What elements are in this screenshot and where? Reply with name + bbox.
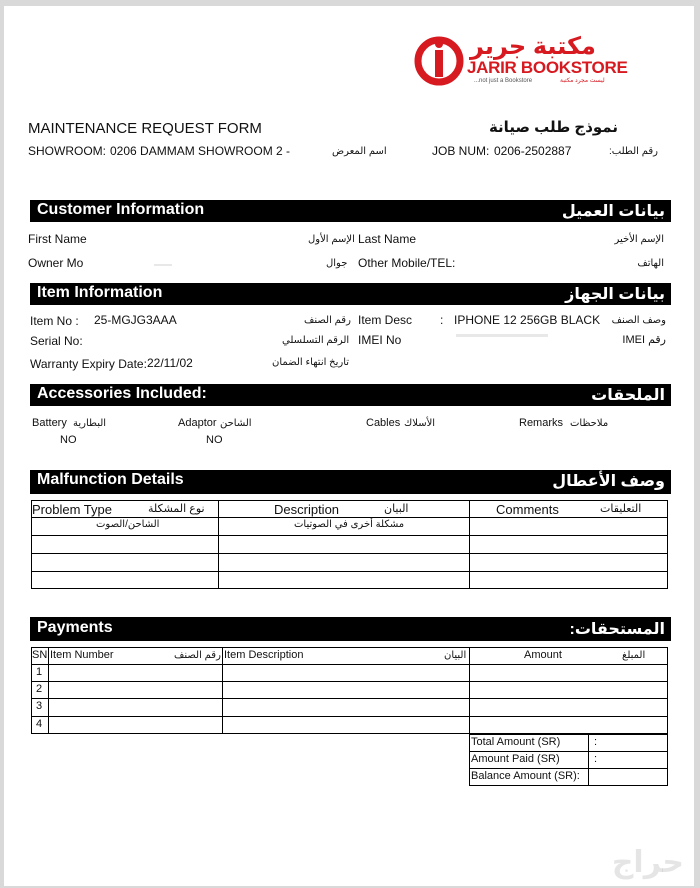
col-amount: Amount <box>524 649 562 661</box>
brand-tagline-en: ...not just a Bookstore <box>474 78 533 84</box>
item-desc-label: Item Desc <box>358 313 413 327</box>
owner-mobile-label-ar: جوال <box>326 258 348 269</box>
cables-label-ar: الأسلاك <box>404 418 436 429</box>
malfunction-row-line <box>31 571 668 572</box>
customer-info-header <box>30 200 671 222</box>
jarir-logo-mark <box>414 36 464 86</box>
totals-row-line <box>469 768 668 769</box>
adaptor-value: NO <box>206 434 223 446</box>
first-name-label: First Name <box>28 232 87 246</box>
payments-title: Payments <box>37 619 113 636</box>
showroom-value: 0206 DAMMAM SHOWROOM 2 - <box>110 144 291 158</box>
customer-info-title: Customer Information <box>37 201 205 218</box>
malfunction-col-line <box>218 500 219 589</box>
last-name-label: Last Name <box>358 232 417 246</box>
accessories-title-ar: الملحقات <box>591 387 665 404</box>
malfunction-title: Malfunction Details <box>37 471 184 488</box>
showroom-label: SHOWROOM: <box>28 144 106 158</box>
col-item-description: Item Description <box>224 649 304 661</box>
col-item-number: Item Number <box>50 649 114 661</box>
col-comments: Comments <box>496 502 559 517</box>
customer-info-title-ar: بيانات العميل <box>561 203 665 220</box>
item-desc-colon: : <box>440 313 444 327</box>
adaptor-label-ar: الشاحن <box>220 418 252 429</box>
payments-col-line <box>48 647 49 734</box>
col-problem-type: Problem Type <box>32 502 112 517</box>
totals-col-line <box>588 734 589 786</box>
serial-no-label-ar: الرقم التسلسلي <box>282 335 350 346</box>
payments-col-line <box>222 647 223 734</box>
item-no-label: Item No : <box>30 314 79 328</box>
other-mobile-label: Other Mobile/TEL: <box>358 256 456 270</box>
brand-name-en: JARIR BOOKSTORE <box>467 58 628 77</box>
maintenance-form-sheet <box>4 6 694 886</box>
item-desc-label-ar: وصف الصنف <box>611 315 666 326</box>
adaptor-label: Adaptor <box>178 417 217 429</box>
first-name-label-ar: الإسم الأول <box>308 234 355 245</box>
remarks-label-ar: ملاحظات <box>570 418 609 429</box>
item-no-label-ar: رقم الصنف <box>304 315 351 326</box>
imei-label-ar: رقم IMEI <box>622 334 666 346</box>
balance-amount-label: Balance Amount (SR): <box>471 770 580 782</box>
totals-row-line <box>469 751 668 752</box>
brand-name-ar: مكتبة جرير <box>470 33 596 60</box>
job-num-label-ar: رقم الطلب: <box>609 146 658 157</box>
payments-header <box>30 617 671 641</box>
job-num-label: JOB NUM: <box>432 144 490 158</box>
brand-tagline-ar: ليست مجرد مكتبة <box>560 78 605 84</box>
item-no-value: 25-MGJG3AAA <box>94 313 177 327</box>
malfunction-header <box>30 470 671 494</box>
cables-label: Cables <box>366 417 401 429</box>
showroom-label-ar: اسم المعرض <box>332 146 387 157</box>
payment-row-sn: 3 <box>36 700 43 712</box>
col-item-number-ar: رقم الصنف <box>174 650 221 661</box>
payments-row-line <box>31 698 668 699</box>
payments-title-ar: المستحقات: <box>569 621 665 638</box>
form-title-ar: نموذج طلب صيانة <box>488 119 618 136</box>
payments-row-line <box>31 716 668 717</box>
col-sn: SN <box>32 649 48 661</box>
payment-row-sn: 2 <box>36 683 43 695</box>
amount-paid-label: Amount Paid (SR) <box>471 753 560 765</box>
imei-label: IMEI No <box>358 333 402 347</box>
total-amount-colon: : <box>594 736 598 748</box>
row1-description: مشكلة أخرى في الصوتيات <box>294 519 405 530</box>
warranty-value: 22/11/02 <box>147 356 193 370</box>
col-amount-ar: المبلغ <box>622 650 646 661</box>
malfunction-table-border <box>31 500 668 589</box>
row1-problem-type: الشاحن/الصوت <box>96 519 160 530</box>
malfunction-row-line <box>31 553 668 554</box>
payment-row-sn: 4 <box>36 718 43 730</box>
malfunction-row-line <box>31 535 668 536</box>
item-info-title-ar: بيانات الجهاز <box>565 286 665 303</box>
serial-no-label: Serial No: <box>30 334 83 348</box>
malfunction-col-line <box>469 500 470 589</box>
item-info-title: Item Information <box>37 284 163 301</box>
col-description-ar: البيان <box>384 503 409 515</box>
payments-row-line <box>31 664 668 665</box>
payments-row-line <box>31 681 668 682</box>
payments-table-border <box>31 647 668 734</box>
col-item-description-ar: البيان <box>444 650 467 661</box>
accessories-header <box>30 384 671 406</box>
redacted-imei <box>456 334 548 337</box>
item-desc-value: IPHONE 12 256GB BLACK <box>454 313 601 327</box>
watermark: حراج <box>611 846 684 879</box>
payments-col-line <box>469 647 470 734</box>
other-mobile-label-ar: الهاتف <box>637 258 664 269</box>
redacted-mobile <box>154 264 172 266</box>
owner-mobile-label: Owner Mo <box>28 256 84 270</box>
total-amount-label: Total Amount (SR) <box>471 736 561 748</box>
last-name-label-ar: الإسم الأخير <box>614 234 664 245</box>
job-num-value: 0206-2502887 <box>494 144 572 158</box>
col-description: Description <box>274 502 340 517</box>
warranty-label: Warranty Expiry Date: <box>30 357 147 371</box>
item-info-header <box>30 283 671 305</box>
payment-row-sn: 1 <box>36 666 43 678</box>
battery-label: Battery <box>32 417 67 429</box>
battery-value: NO <box>60 434 77 446</box>
form-title-en: MAINTENANCE REQUEST FORM <box>28 120 262 137</box>
malfunction-row-line <box>31 517 668 518</box>
malfunction-title-ar: وصف الأعطال <box>552 473 665 490</box>
col-problem-type-ar: نوع المشكلة <box>148 503 205 515</box>
amount-paid-colon: : <box>594 753 598 765</box>
col-comments-ar: التعليقات <box>600 503 642 515</box>
warranty-label-ar: تاريخ انتهاء الضمان <box>272 357 350 368</box>
battery-label-ar: البطارية <box>73 418 107 429</box>
remarks-label: Remarks <box>519 417 564 429</box>
accessories-title: Accessories Included: <box>37 385 207 402</box>
